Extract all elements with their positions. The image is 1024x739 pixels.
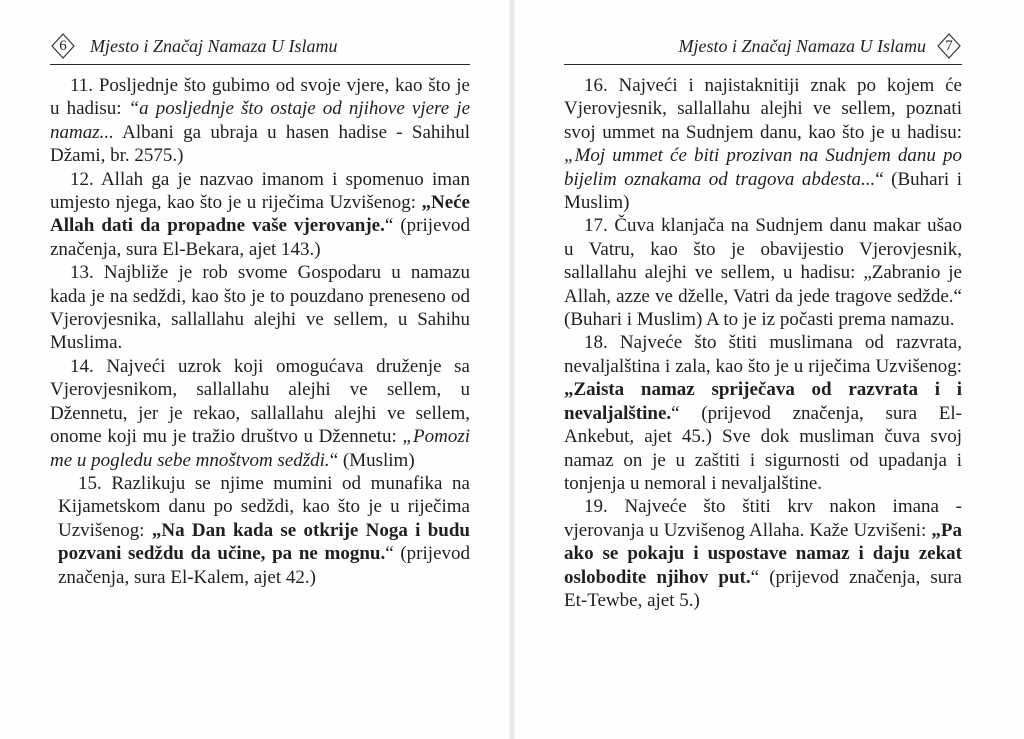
paragraph xyxy=(50,355,470,472)
text-run: 17. Čuva klanjača na Sudnjem danu makar ušao u Vatru, kao što je obavijestio Vjerovjesnik, sallallahu alejhi ve sellem, u hadisu: „Zabranio je Allah, azze ve dželle, Vatri da jede tragove sedžde.“ (Buhari i Muslim) A to je iz počasti prema namazu. xyxy=(564,215,962,331)
text-run: “ (prijevod značenja, sura El-Kalem, ajet 42.) xyxy=(58,543,471,588)
paragraph xyxy=(50,168,470,262)
right-page-number xyxy=(936,33,962,59)
paragraph xyxy=(564,74,962,214)
text-run: “ (Buhari i Muslim) xyxy=(564,168,962,214)
text-run: “ (prijevod značenja, sura El-Ankebut, ajet 45.) Sve dok musliman čuva svoj namaz on je u zaštiti i sigurnosti od upadanja i tonjenja u nemoral i nevaljalštine. xyxy=(564,402,962,494)
left-page-number-text: 6 xyxy=(59,37,67,54)
paragraph xyxy=(564,495,962,612)
right-running-title: Mjesto i Značaj Namaza U Islamu xyxy=(678,35,926,56)
bold-quote: „Zaista namaz spriječava od razvrata i i nevaljalštine. xyxy=(564,379,962,424)
text-run: 12. Allah ga je nazvao imanom i spomenuo iman umjesto njega, kao što je u riječima Uzvišenog: xyxy=(50,168,470,214)
paragraph xyxy=(50,74,470,168)
italic-quote: „Pomozi me u pogledu sebe mnoštvom sedždi. xyxy=(50,426,470,471)
left-page-number xyxy=(50,33,76,59)
text-run: 11. Posljednje što gubimo od svoje vjere, kao što je u hadisu: xyxy=(50,75,470,120)
paragraph xyxy=(50,472,470,589)
bold-quote: „Na Dan kada se otkrije Noga i budu pozvani sedždu da učine, pa ne mognu. xyxy=(58,519,470,565)
paragraph xyxy=(564,214,962,331)
text-run: 14. Najveći uzrok koji omogućava druženje sa Vjerovjesnikom, sallallahu alejhi ve sellem, u Džennetu, jer je rekao, sallallahu alejhi ve sellem, onome koji mu je tražio društvo u Džennetu: xyxy=(50,355,470,448)
right-page-content xyxy=(564,74,962,612)
text-run: 18. Najveće što štiti muslimana od razvrata, nevaljalština i zala, kao što je u riječima Uzvišenog: xyxy=(564,332,962,377)
right-page-header xyxy=(564,32,962,65)
text-run: “ (Muslim) xyxy=(329,449,415,471)
text-run: 15. Razlikuju se njime mumini od munafika na Kijametskom danu po sedždi, kao što je u riječima Uzvišenog: xyxy=(58,472,470,541)
right-page-number-text: 7 xyxy=(945,37,953,54)
paragraph xyxy=(50,261,470,355)
text-run: Albani ga ubraja u hasen hadise - Sahihul Džami, br. 2575.) xyxy=(50,121,470,167)
text-run: 16. Najveći i najistaknitiji znak po kojem će Vjerovjesnik, sallallahu alejhi ve sellem, poznati svoj ummet na Sudnjem danu, kao što je u hadisu: xyxy=(564,75,962,143)
bold-quote: „Pa ako se pokaju i uspostave namaz i daju zekat oslobodite njihov put. xyxy=(564,519,962,588)
left-running-title: Mjesto i Značaj Namaza U Islamu xyxy=(90,35,338,56)
text-run: “ (prijevod značenja, sura El-Bekara, ajet 143.) xyxy=(50,215,470,260)
text-run: 13. Najbliže je rob svome Gospodaru u namazu kada je na sedždi, kao što je to pouzdano preneseno od Vjerovjesnika, sallallahu alejhi ve sellem, u Sahihu Muslima. xyxy=(50,262,470,354)
paragraph xyxy=(564,331,962,495)
italic-quote: “a posljednje što ostaje od njihove vjere je namaz... xyxy=(50,98,470,143)
left-page-content xyxy=(50,74,470,589)
right-page xyxy=(512,0,1024,739)
text-run: 19. Najveće što štiti krv nakon imana - vjerovanja u Uzvišenog Allaha. Kaže Uzvišeni: xyxy=(564,496,962,541)
left-page-header xyxy=(50,32,470,65)
text-run: “ (prijevod značenja, sura Et-Tewbe, ajet 5.) xyxy=(564,566,962,611)
italic-quote: „Moj ummet će biti prozivan na Sudnjem danu po bijelim oznakama od tragova abdesta... xyxy=(564,145,962,190)
bold-quote: „Neće Allah dati da propadne vaše vjerovanje. xyxy=(50,192,470,237)
